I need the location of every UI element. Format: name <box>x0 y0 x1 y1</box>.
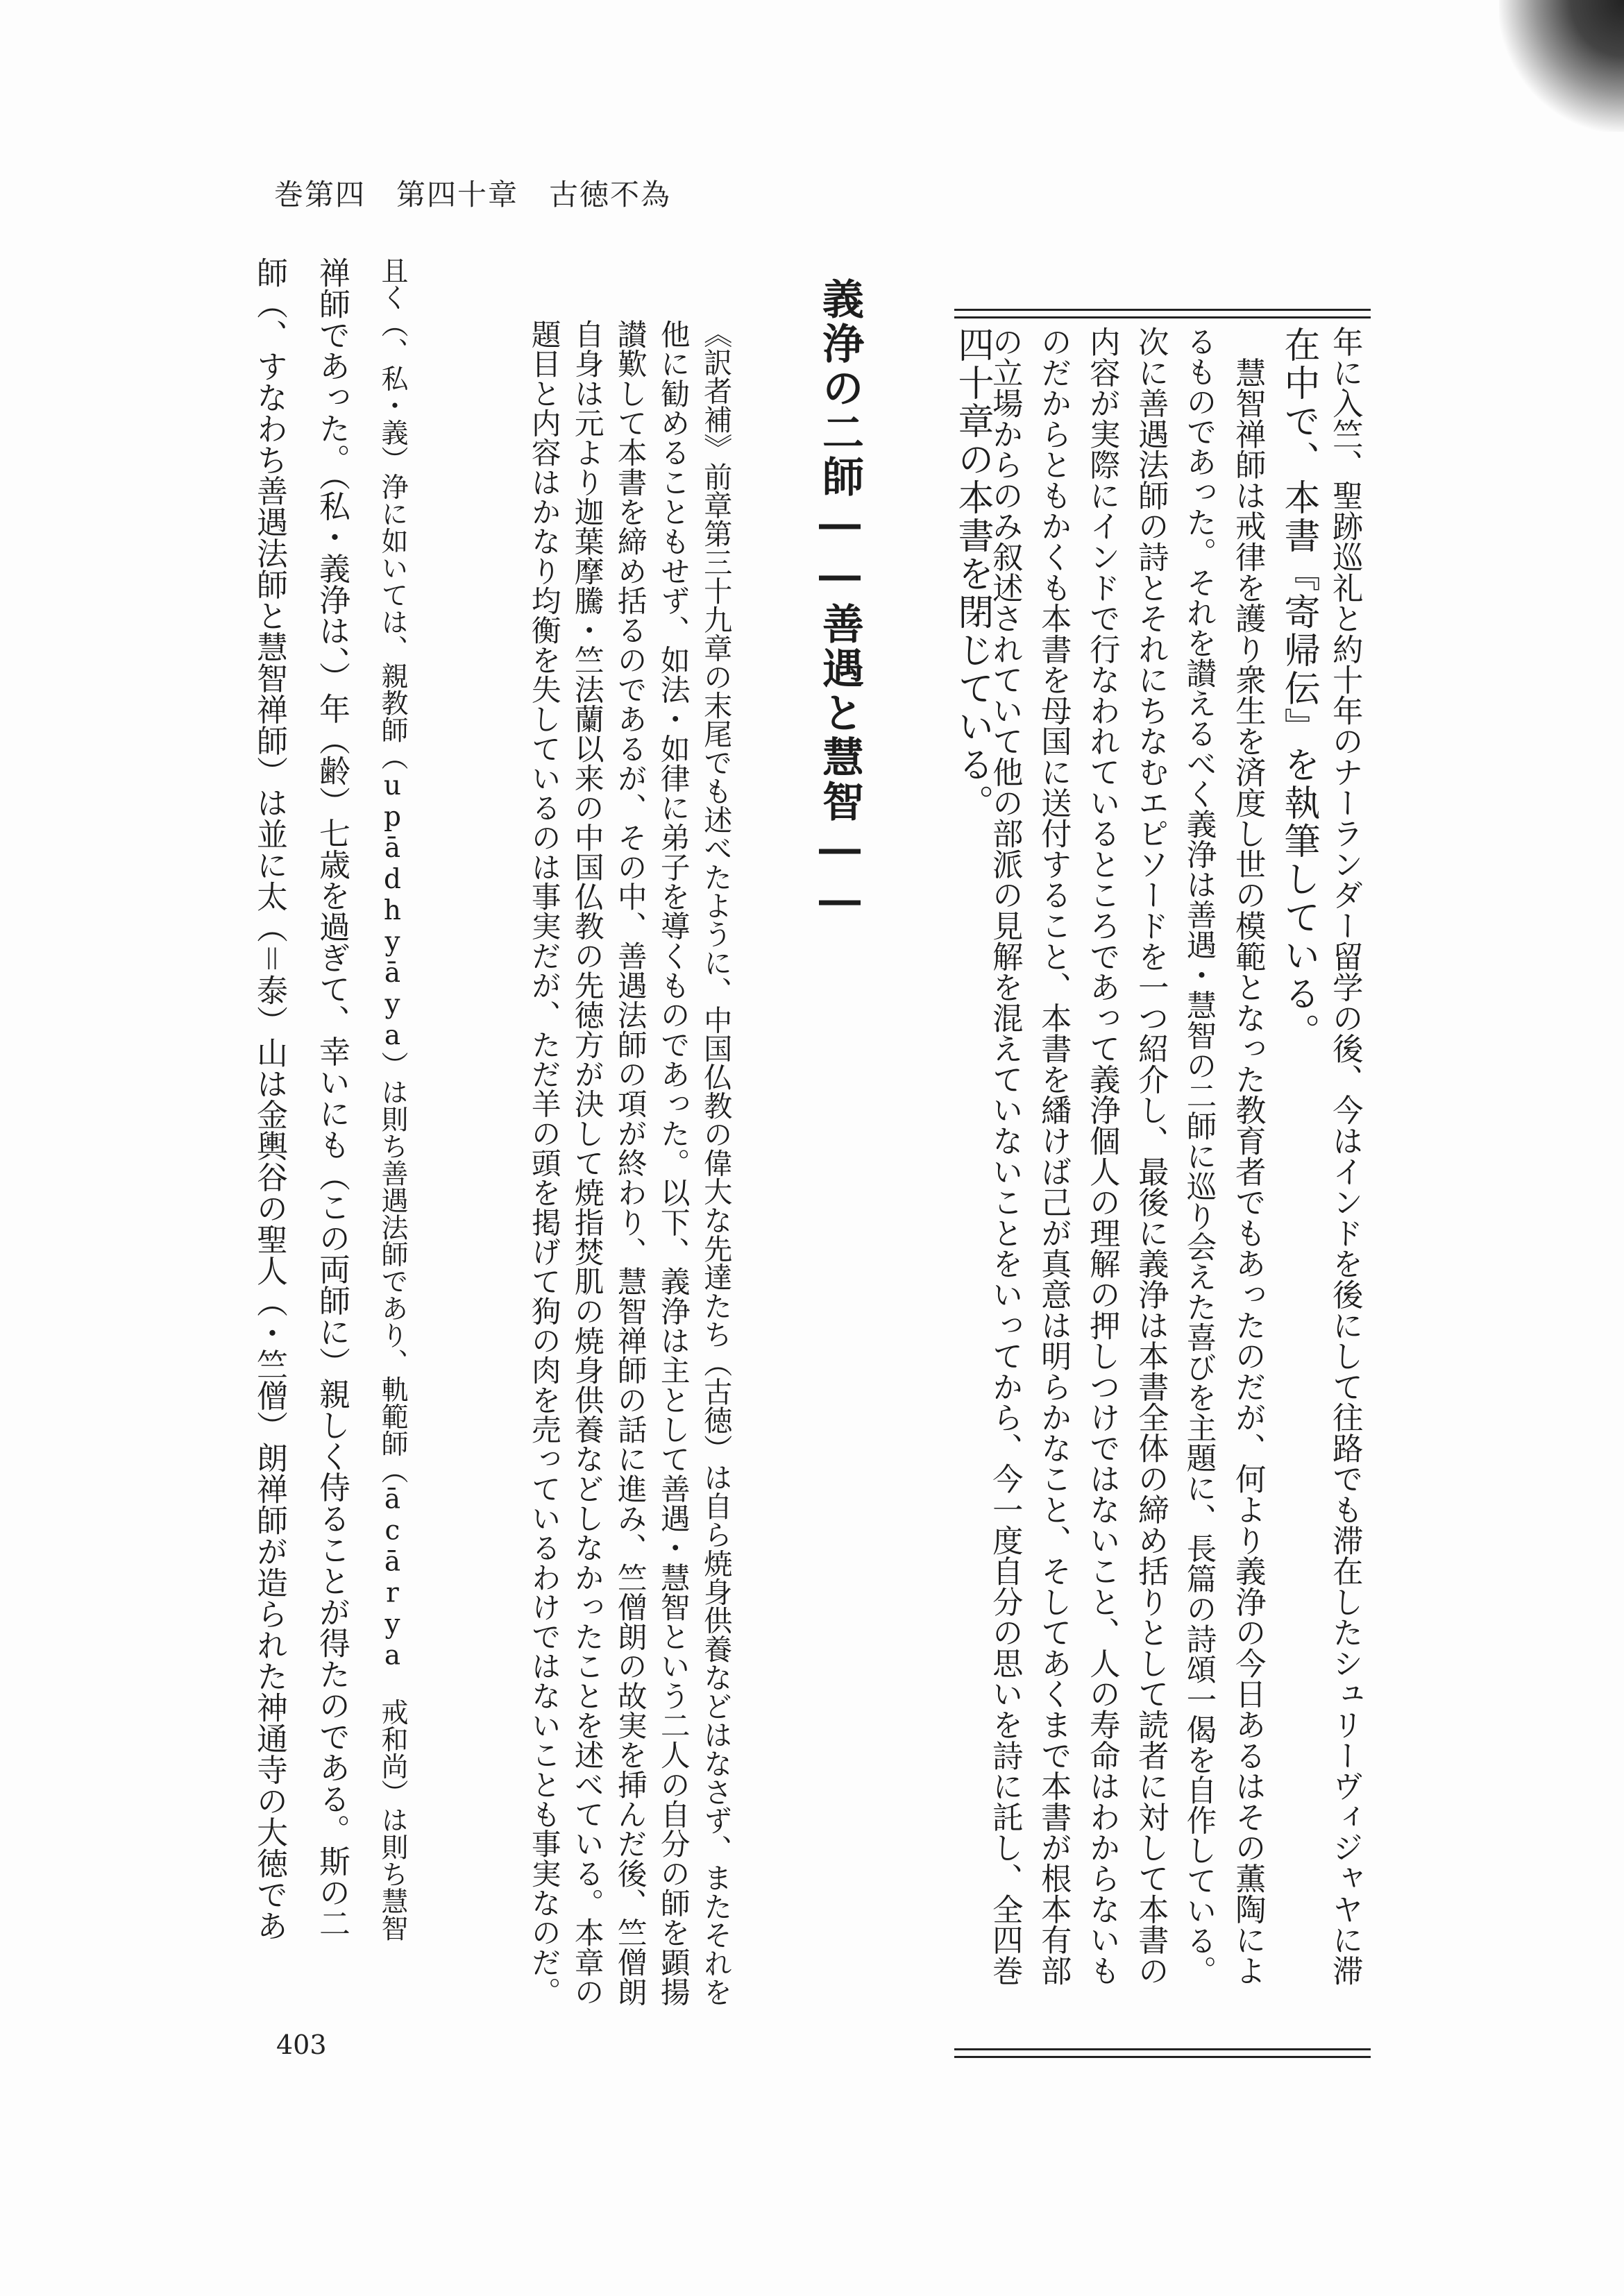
top-passage-line-4: るものであった。それを讃えるべく義浄は善遇・慧智の二師に巡り会えた喜びを主題に、長篇の詩頌一偈を自作している。 <box>1181 326 1217 1986</box>
main-line-2: 禅師であった。（私・義浄は、）年（齢）七歳を過ぎて、幸いにも（この両師に）親しく侍ることが得たのである。斯の二 <box>313 257 350 1939</box>
note-line-3: 讃歎して本書を締め括るのであるが、その中、善遇法師の項が終わり、慧智禅師の話に進み、竺僧朗の故実を挿んだ後、竺僧朗 <box>612 319 648 2007</box>
top-passage-line-7: のだからともかくも本書を母国に送付すること、本書を繙けば己が真意は明らかなこと、そしてあくまで本書が根本有部 <box>1035 326 1072 1986</box>
scan-edge-shadow <box>1499 0 1624 132</box>
passage-bottom-rule <box>954 2048 1371 2058</box>
top-passage-line-9: 四十章の本書を閉じている。 <box>951 326 993 822</box>
note-line-4: 自身は元より迦葉摩騰・竺法蘭以来の中国仏教の先徳方が決して焼指焚肌の焼身供養などしなかったことを述べている。本章の <box>569 319 604 2007</box>
main-line-3: 師（、すなわち善遇法師と慧智禅師）は並に太（＝泰）山は金輿谷の聖人（・竺僧）朗禅師が造られた神通寺の大徳であ <box>251 257 288 1941</box>
top-passage-line-5: 次に善遇法師の詩とそれにちなむエピソードを一つ紹介し、最後に義浄は本書全体の締め括りとして読者に対して本書の <box>1133 326 1169 1986</box>
top-passage-line-1: 年に入竺、聖跡巡礼と約十年のナーランダー留学の後、今はインドを後にして往路でも滞在したシュリーヴィジャヤに滞 <box>1327 326 1363 1986</box>
section-title: 義浄の二師――善遇と慧智―― <box>815 278 864 927</box>
top-passage-line-8: の立場からのみ叙述されていて他の部派の見解を混えていないことをいってから、今一度自分の思いを詩に託し、全四巻 <box>987 326 1023 1986</box>
top-passage-line-6: 内容が実際にインドで行なわれているところであって義浄個人の理解の押しつけではないこと、人の寿命はわからないも <box>1084 326 1120 1986</box>
note-line-2: 他に勧めることもせず、如法・如律に弟子を導くものであった。以下、義浄は主として善遇・慧智という二人の自分の師を顕揚 <box>655 319 691 2007</box>
note-line-5: 題目と内容はかなり均衡を失しているのは事実だが、ただ羊の頭を掲げて狗の肉を売っているわけではないことも事実なのだ。 <box>526 319 561 2007</box>
top-passage-line-2: 在中で、本書『寄帰伝』を執筆している。 <box>1278 326 1319 1051</box>
page-number: 403 <box>276 2030 327 2060</box>
top-passage-line-3: 慧智禅師は戒律を護り衆生を済度し世の模範となった教育者でもあったのだが、何より義浄の今日あるはその薫陶によ <box>1230 326 1266 1986</box>
running-head: 巻第四 第四十章 古徳不為 <box>274 178 672 212</box>
passage-top-rule <box>954 309 1371 318</box>
main-line-1: 且く（、私・義）浄に如いては、親教師（upādhyāya）は則ち善遇法師であり、軌範師（ācārya 戒和尚）は則ち慧智 <box>376 257 408 1942</box>
note-line-1: 《訳者補》前章第三十九章の末尾でも述べたように、中国仏教の偉大な先達たち（古徳）は自ら焼身供養などはなさず、またそれを <box>699 319 733 2007</box>
